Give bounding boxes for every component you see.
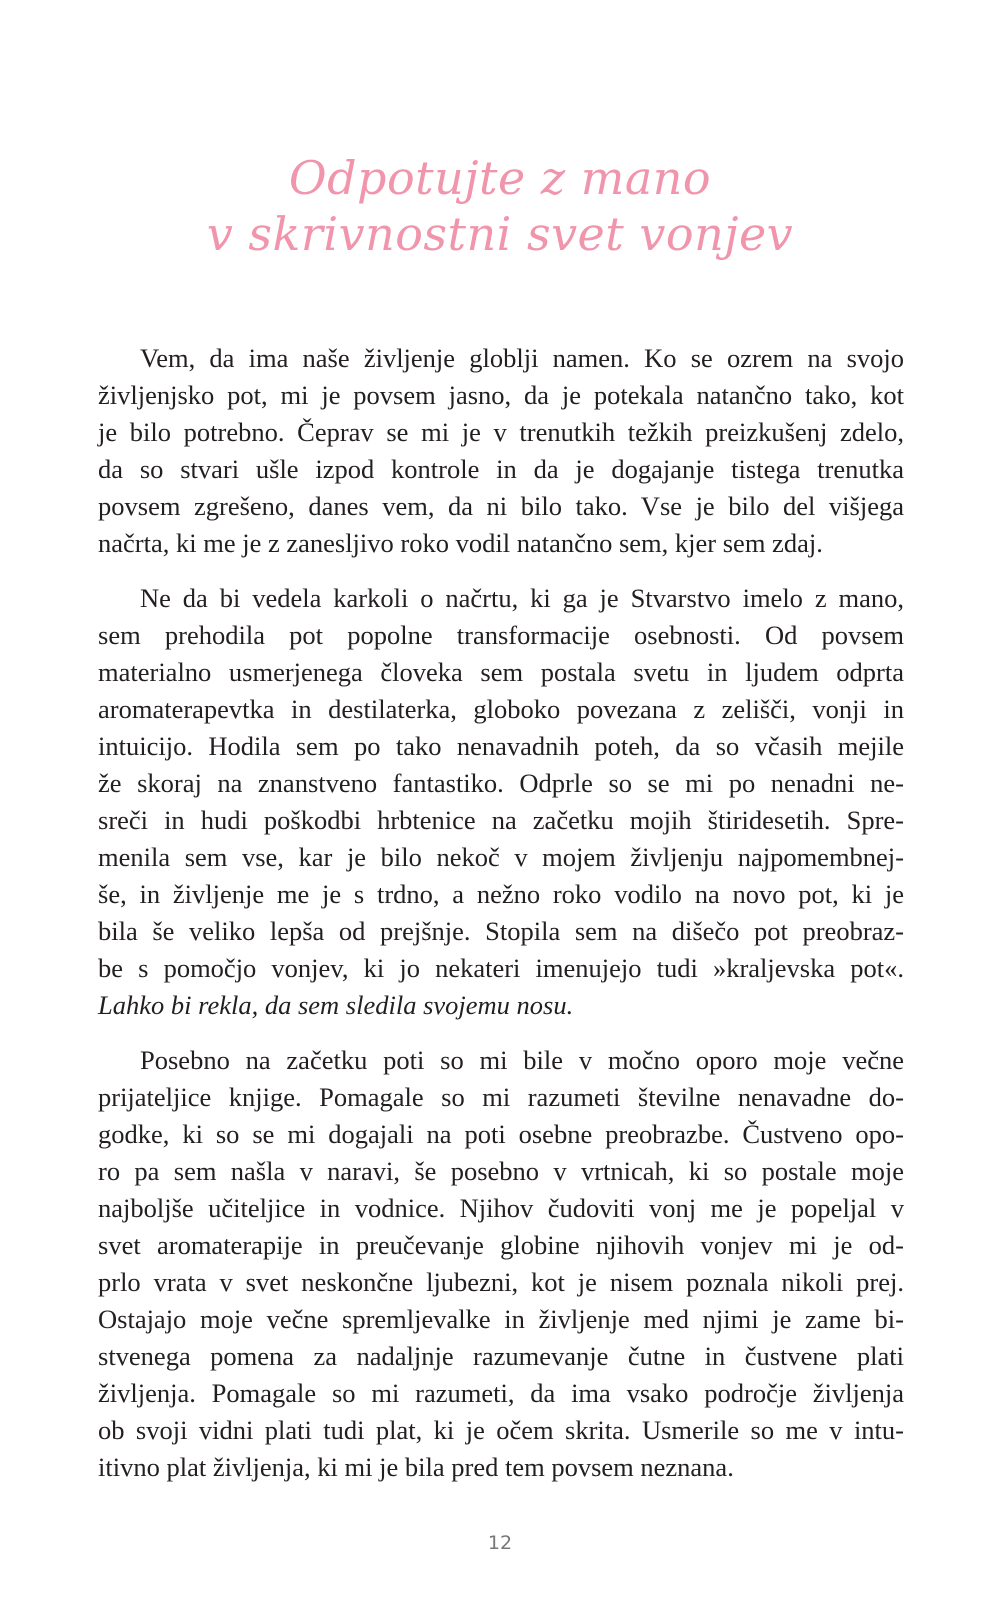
text-line: bila še veliko lepša od prejšnje. Stopila sem na dišečo pot preobraz- (98, 916, 904, 946)
text-line: Ostajajo moje večne spremljevalke in življenje med njimi je zame bi- (98, 1304, 904, 1334)
text-line: že skoraj na znanstveno fantastiko. Odprle so se mi po nenadni ne- (98, 768, 904, 798)
text-line: itivno plat življenja, ki mi je bila pred tem povsem neznana. (98, 1452, 734, 1482)
text-line: prlo vrata v svet neskončne ljubezni, kot je nisem poznala nikoli prej. (98, 1267, 904, 1297)
text-line: prijateljice knjige. Pomagale so mi razumeti številne nenavadne do- (98, 1082, 904, 1112)
text-line: menila sem vse, kar je bilo nekoč v mojem življenju najpomembnej- (98, 842, 904, 872)
text-line: življenjsko pot, mi je povsem jasno, da je potekala natančno tako, kot (98, 380, 904, 410)
chapter-title-line: Odpotujte z mano (288, 151, 712, 205)
text-line: še, in življenje me je s trdno, a nežno roko vodilo na novo pot, ki je (98, 879, 904, 909)
paragraph-3 (98, 1042, 904, 1486)
text-line: be s pomočjo vonjev, ki jo nekateri imenujejo tudi »kraljevska pot«. (98, 953, 904, 983)
paragraph-1 (98, 340, 904, 562)
text-line: stvenega pomena za nadaljnje razumevanje čutne in čustvene plati (98, 1341, 904, 1371)
text-line: sem prehodila pot popolne transformacije osebnosti. Od povsem (98, 620, 904, 650)
text-line: svet aromaterapije in preučevanje globine njihovih vonjev mi je od- (98, 1230, 904, 1260)
text-line: življenja. Pomagale so mi razumeti, da ima vsako področje življenja (98, 1378, 904, 1408)
text-line: aromaterapevtka in destilaterka, globoko povezana z zelišči, vonji in (98, 694, 904, 724)
body-text (98, 340, 904, 1504)
chapter-title (0, 150, 1000, 262)
text-line: ro pa sem našla v naravi, še posebno v vrtnicah, ki so postale moje (98, 1156, 904, 1186)
text-line: Vem, da ima naše življenje globlji namen. Ko se ozrem na svojo (140, 343, 904, 373)
text-line: Ne da bi vedela karkoli o načrtu, ki ga je Stvarstvo imelo z mano, (140, 583, 904, 613)
text-line: povsem zgrešeno, danes vem, da ni bilo tako. Vse je bilo del višjega (98, 491, 904, 521)
chapter-title-line: v skrivnostni svet vonjev (206, 207, 794, 261)
page-number: 12 (487, 1532, 513, 1554)
text-line: da so stvari ušle izpod kontrole in da je dogajanje tistega trenutka (98, 454, 904, 484)
text-line: materialno usmerjenega človeka sem postala svetu in ljudem odprta (98, 657, 904, 687)
text-line: ob svoji vidni plati tudi plat, ki je očem skrita. Usmerile so me v intu- (98, 1415, 904, 1445)
text-line: godke, ki so se mi dogajali na poti osebne preobrazbe. Čustveno opo- (98, 1119, 904, 1149)
text-line: sreči in hudi poškodbi hrbtenice na začetku mojih štiridesetih. Spre- (98, 805, 904, 835)
text-line: načrta, ki me je z zanesljivo roko vodil natančno sem, kjer sem zdaj. (98, 528, 823, 558)
text-line: je bilo potrebno. Čeprav se mi je v trenutkih težkih preizkušenj zdelo, (98, 417, 904, 447)
text-line: najboljše učiteljice in vodnice. Njihov čudoviti vonj me je popeljal v (98, 1193, 904, 1223)
text-line: intuicijo. Hodila sem po tako nenavadnih poteh, da so včasih mejile (98, 731, 904, 761)
italic-text-line: Lahko bi rekla, da sem sledila svojemu nosu. (98, 990, 574, 1020)
paragraph-2 (98, 580, 904, 1024)
text-line: Posebno na začetku poti so mi bile v močno oporo moje večne (140, 1045, 904, 1075)
